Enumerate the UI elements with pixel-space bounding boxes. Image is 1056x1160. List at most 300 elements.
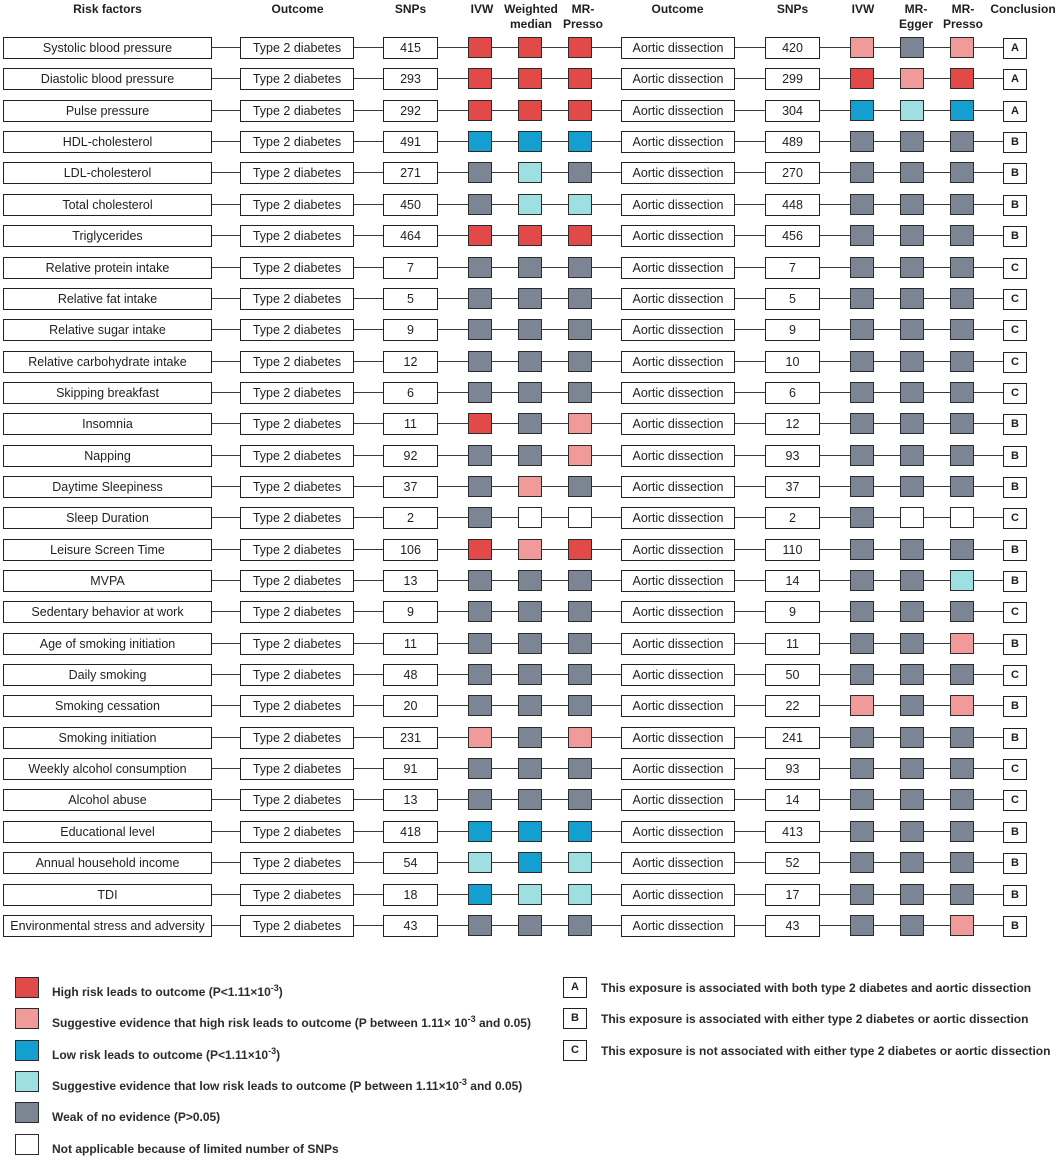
header-mr-presso-1-line1: MR- — [571, 2, 595, 16]
ivw-2-square — [850, 351, 874, 372]
weighted-median-square — [518, 225, 542, 246]
ivw-1-square — [468, 852, 492, 873]
table-row — [0, 852, 1056, 874]
snps-2-value: 14 — [765, 570, 820, 592]
outcome-2-label: Aortic dissection — [621, 131, 735, 153]
legend-label-text: Not applicable because of limited number of SNPs — [52, 1142, 339, 1156]
ivw-1-square — [468, 68, 492, 89]
mr-presso-1-square — [568, 915, 592, 936]
mr-presso-1-square — [568, 68, 592, 89]
weighted-median-square — [518, 507, 542, 528]
ivw-2-square — [850, 633, 874, 654]
mr-egger-square — [900, 319, 924, 340]
legend-label-tail: and 0.05) — [475, 1016, 531, 1030]
ivw-1-square — [468, 695, 492, 716]
conclusion-badge: B — [1003, 853, 1027, 874]
conclusion-badge: C — [1003, 352, 1027, 373]
risk-factor-label: Diastolic blood pressure — [3, 68, 212, 90]
outcome-1-label: Type 2 diabetes — [240, 476, 354, 498]
ivw-1-square — [468, 601, 492, 622]
snps-1-value: 92 — [383, 445, 438, 467]
header-mr-presso-1-line2: Presso — [562, 17, 604, 31]
header-mr-presso-2-line1: MR- — [951, 2, 975, 16]
risk-factor-label: Age of smoking initiation — [3, 633, 212, 655]
mr-egger-square — [900, 131, 924, 152]
conclusion-legend-badge: A — [563, 977, 587, 998]
ivw-1-square — [468, 319, 492, 340]
risk-factor-label: Smoking cessation — [3, 695, 212, 717]
ivw-2-square — [850, 445, 874, 466]
outcome-2-label: Aortic dissection — [621, 288, 735, 310]
snps-2-value: 304 — [765, 100, 820, 122]
snps-1-value: 91 — [383, 758, 438, 780]
mr-presso-1-square — [568, 319, 592, 340]
ivw-1-square — [468, 633, 492, 654]
mr-presso-2-square — [950, 758, 974, 779]
risk-factor-label: Annual household income — [3, 852, 212, 874]
snps-1-value: 9 — [383, 319, 438, 341]
mr-egger-square — [900, 37, 924, 58]
risk-factor-label: MVPA — [3, 570, 212, 592]
snps-2-value: 489 — [765, 131, 820, 153]
outcome-1-label: Type 2 diabetes — [240, 382, 354, 404]
mr-presso-2-square — [950, 445, 974, 466]
ivw-2-square — [850, 852, 874, 873]
snps-1-value: 11 — [383, 633, 438, 655]
outcome-1-label: Type 2 diabetes — [240, 727, 354, 749]
conclusion-badge: B — [1003, 132, 1027, 153]
mr-presso-2-square — [950, 37, 974, 58]
table-row — [0, 162, 1056, 184]
outcome-1-label: Type 2 diabetes — [240, 539, 354, 561]
snps-2-value: 110 — [765, 539, 820, 561]
table-row — [0, 570, 1056, 592]
snps-1-value: 231 — [383, 727, 438, 749]
ivw-1-square — [468, 351, 492, 372]
snps-2-value: 14 — [765, 789, 820, 811]
mr-presso-1-square — [568, 445, 592, 466]
conclusion-badge: B — [1003, 696, 1027, 717]
snps-1-value: 9 — [383, 601, 438, 623]
legend-label-text: Suggestive evidence that low risk leads to outcome (P between 1.11×10 — [52, 1079, 459, 1093]
snps-1-value: 20 — [383, 695, 438, 717]
mr-presso-1-square — [568, 664, 592, 685]
mr-egger-square — [900, 664, 924, 685]
header-ivw-2: IVW — [851, 2, 875, 16]
outcome-2-label: Aortic dissection — [621, 758, 735, 780]
weighted-median-square — [518, 68, 542, 89]
outcome-1-label: Type 2 diabetes — [240, 884, 354, 906]
weighted-median-square — [518, 351, 542, 372]
weighted-median-square — [518, 915, 542, 936]
mr-egger-square — [900, 852, 924, 873]
mr-presso-2-square — [950, 476, 974, 497]
mr-presso-1-square — [568, 884, 592, 905]
ivw-2-square — [850, 915, 874, 936]
ivw-2-square — [850, 225, 874, 246]
ivw-2-square — [850, 413, 874, 434]
conclusion-badge: B — [1003, 195, 1027, 216]
conclusion-legend-text: This exposure is associated with either type 2 diabetes or aortic dissection — [601, 1012, 1029, 1026]
outcome-2-label: Aortic dissection — [621, 68, 735, 90]
header-mr-egger — [890, 2, 942, 32]
outcome-2-label: Aortic dissection — [621, 351, 735, 373]
snps-1-value: 6 — [383, 382, 438, 404]
outcome-2-label: Aortic dissection — [621, 852, 735, 874]
snps-2-value: 11 — [765, 633, 820, 655]
outcome-2-label: Aortic dissection — [621, 507, 735, 529]
header-conclusion: Conclusion — [990, 2, 1056, 16]
mr-egger-square — [900, 476, 924, 497]
outcome-1-label: Type 2 diabetes — [240, 852, 354, 874]
conclusion-badge: C — [1003, 790, 1027, 811]
ivw-2-square — [850, 727, 874, 748]
mr-egger-square — [900, 351, 924, 372]
mr-presso-1-square — [568, 225, 592, 246]
outcome-1-label: Type 2 diabetes — [240, 601, 354, 623]
mr-egger-square — [900, 884, 924, 905]
ivw-2-square — [850, 100, 874, 121]
table-row — [0, 100, 1056, 122]
snps-1-value: 48 — [383, 664, 438, 686]
header-snps-1: SNPs — [394, 2, 427, 16]
outcome-1-label: Type 2 diabetes — [240, 162, 354, 184]
mr-presso-2-square — [950, 727, 974, 748]
mr-presso-2-square — [950, 225, 974, 246]
ivw-2-square — [850, 288, 874, 309]
snps-1-value: 2 — [383, 507, 438, 529]
snps-2-value: 9 — [765, 601, 820, 623]
conclusion-legend-text: This exposure is not associated with either type 2 diabetes or aortic dissection — [601, 1044, 1051, 1058]
mr-presso-1-square — [568, 131, 592, 152]
risk-factor-label: Napping — [3, 445, 212, 467]
outcome-2-label: Aortic dissection — [621, 884, 735, 906]
outcome-2-label: Aortic dissection — [621, 100, 735, 122]
ivw-1-square — [468, 100, 492, 121]
snps-1-value: 7 — [383, 257, 438, 279]
outcome-1-label: Type 2 diabetes — [240, 288, 354, 310]
mr-egger-square — [900, 162, 924, 183]
legend-swatch — [15, 1040, 39, 1061]
snps-1-value: 18 — [383, 884, 438, 906]
risk-factor-label: Weekly alcohol consumption — [3, 758, 212, 780]
table-row — [0, 225, 1056, 247]
mr-presso-2-square — [950, 601, 974, 622]
conclusion-badge: B — [1003, 571, 1027, 592]
mr-presso-2-square — [950, 319, 974, 340]
outcome-1-label: Type 2 diabetes — [240, 758, 354, 780]
weighted-median-square — [518, 319, 542, 340]
mr-presso-2-square — [950, 821, 974, 842]
legend-label — [52, 980, 283, 1000]
legend-label-exponent: -3 — [268, 1046, 277, 1056]
snps-2-value: 299 — [765, 68, 820, 90]
mr-presso-1-square — [568, 382, 592, 403]
table-row — [0, 633, 1056, 655]
mr-presso-2-square — [950, 68, 974, 89]
outcome-1-label: Type 2 diabetes — [240, 319, 354, 341]
ivw-1-square — [468, 257, 492, 278]
outcome-2-label: Aortic dissection — [621, 821, 735, 843]
table-row — [0, 507, 1056, 529]
mr-presso-1-square — [568, 570, 592, 591]
snps-1-value: 491 — [383, 131, 438, 153]
ivw-2-square — [850, 539, 874, 560]
risk-factor-label: Environmental stress and adversity — [3, 915, 212, 937]
outcome-2-label: Aortic dissection — [621, 225, 735, 247]
mr-presso-1-square — [568, 37, 592, 58]
mr-egger-square — [900, 695, 924, 716]
legend-swatch — [15, 1102, 39, 1123]
outcome-1-label: Type 2 diabetes — [240, 915, 354, 937]
conclusion-badge: C — [1003, 320, 1027, 341]
legend-label — [52, 1137, 339, 1157]
weighted-median-square — [518, 664, 542, 685]
outcome-2-label: Aortic dissection — [621, 664, 735, 686]
ivw-1-square — [468, 288, 492, 309]
mr-egger-square — [900, 915, 924, 936]
legend-label — [52, 1105, 220, 1125]
conclusion-badge: B — [1003, 163, 1027, 184]
table-row — [0, 257, 1056, 279]
mr-presso-1-square — [568, 601, 592, 622]
table-row — [0, 131, 1056, 153]
mr-presso-1-square — [568, 257, 592, 278]
conclusion-badge: C — [1003, 759, 1027, 780]
ivw-1-square — [468, 664, 492, 685]
snps-2-value: 50 — [765, 664, 820, 686]
ivw-2-square — [850, 162, 874, 183]
snps-2-value: 93 — [765, 758, 820, 780]
table-row — [0, 539, 1056, 561]
outcome-2-label: Aortic dissection — [621, 194, 735, 216]
mr-egger-square — [900, 413, 924, 434]
ivw-2-square — [850, 601, 874, 622]
mr-egger-square — [900, 727, 924, 748]
legend-label-tail: and 0.05) — [466, 1079, 523, 1093]
risk-factor-label: Insomnia — [3, 413, 212, 435]
ivw-1-square — [468, 37, 492, 58]
ivw-2-square — [850, 821, 874, 842]
ivw-2-square — [850, 507, 874, 528]
weighted-median-square — [518, 633, 542, 654]
mr-presso-2-square — [950, 162, 974, 183]
mr-presso-1-square — [568, 695, 592, 716]
ivw-2-square — [850, 68, 874, 89]
table-row — [0, 664, 1056, 686]
risk-factor-label: Smoking initiation — [3, 727, 212, 749]
snps-2-value: 22 — [765, 695, 820, 717]
ivw-1-square — [468, 727, 492, 748]
mr-egger-square — [900, 758, 924, 779]
conclusion-badge: A — [1003, 38, 1027, 59]
mr-presso-1-square — [568, 100, 592, 121]
mr-egger-square — [900, 539, 924, 560]
snps-1-value: 464 — [383, 225, 438, 247]
ivw-2-square — [850, 789, 874, 810]
outcome-1-label: Type 2 diabetes — [240, 131, 354, 153]
risk-factor-label: Relative fat intake — [3, 288, 212, 310]
snps-2-value: 241 — [765, 727, 820, 749]
ivw-2-square — [850, 664, 874, 685]
legend-label-text: Suggestive evidence that high risk leads to outcome (P between 1.11× 10 — [52, 1016, 468, 1030]
mr-egger-square — [900, 100, 924, 121]
snps-2-value: 7 — [765, 257, 820, 279]
ivw-1-square — [468, 915, 492, 936]
conclusion-badge: A — [1003, 69, 1027, 90]
ivw-1-square — [468, 162, 492, 183]
ivw-2-square — [850, 257, 874, 278]
ivw-1-square — [468, 382, 492, 403]
header-outcome-1: Outcome — [271, 2, 324, 16]
risk-factor-label: Pulse pressure — [3, 100, 212, 122]
risk-factor-label: TDI — [3, 884, 212, 906]
conclusion-badge: C — [1003, 665, 1027, 686]
snps-1-value: 54 — [383, 852, 438, 874]
ivw-2-square — [850, 758, 874, 779]
risk-factor-label: Educational level — [3, 821, 212, 843]
snps-2-value: 270 — [765, 162, 820, 184]
outcome-2-label: Aortic dissection — [621, 695, 735, 717]
legend-label — [52, 1074, 522, 1094]
outcome-2-label: Aortic dissection — [621, 633, 735, 655]
table-row — [0, 68, 1056, 90]
outcome-2-label: Aortic dissection — [621, 727, 735, 749]
snps-2-value: 5 — [765, 288, 820, 310]
conclusion-badge: B — [1003, 916, 1027, 937]
risk-factor-label: Leisure Screen Time — [3, 539, 212, 561]
outcome-2-label: Aortic dissection — [621, 789, 735, 811]
weighted-median-square — [518, 131, 542, 152]
ivw-2-square — [850, 884, 874, 905]
mr-egger-square — [900, 68, 924, 89]
table-row — [0, 727, 1056, 749]
snps-1-value: 12 — [383, 351, 438, 373]
conclusion-badge: B — [1003, 226, 1027, 247]
legend-swatch — [15, 1008, 39, 1029]
weighted-median-square — [518, 162, 542, 183]
snps-1-value: 5 — [383, 288, 438, 310]
risk-factor-label: Alcohol abuse — [3, 789, 212, 811]
weighted-median-square — [518, 100, 542, 121]
snps-2-value: 12 — [765, 413, 820, 435]
snps-2-value: 456 — [765, 225, 820, 247]
snps-2-value: 6 — [765, 382, 820, 404]
ivw-1-square — [468, 413, 492, 434]
weighted-median-square — [518, 852, 542, 873]
outcome-2-label: Aortic dissection — [621, 413, 735, 435]
legend-label-text: Weak of no evidence (P>0.05) — [52, 1110, 221, 1124]
outcome-1-label: Type 2 diabetes — [240, 194, 354, 216]
legend-label — [52, 1043, 280, 1063]
outcome-1-label: Type 2 diabetes — [240, 351, 354, 373]
mr-presso-2-square — [950, 413, 974, 434]
outcome-2-label: Aortic dissection — [621, 382, 735, 404]
conclusion-badge: B — [1003, 477, 1027, 498]
header-weighted-median — [500, 2, 562, 32]
snps-1-value: 106 — [383, 539, 438, 561]
snps-2-value: 10 — [765, 351, 820, 373]
outcome-1-label: Type 2 diabetes — [240, 664, 354, 686]
conclusion-badge: B — [1003, 540, 1027, 561]
snps-1-value: 43 — [383, 915, 438, 937]
mr-egger-square — [900, 194, 924, 215]
mr-presso-2-square — [950, 633, 974, 654]
mr-presso-1-square — [568, 758, 592, 779]
risk-factor-label: Relative protein intake — [3, 257, 212, 279]
mr-presso-1-square — [568, 539, 592, 560]
risk-factor-label: Relative carbohydrate intake — [3, 351, 212, 373]
mr-presso-1-square — [568, 507, 592, 528]
mr-presso-2-square — [950, 131, 974, 152]
outcome-1-label: Type 2 diabetes — [240, 695, 354, 717]
header-ivw-1: IVW — [470, 2, 494, 16]
table-row — [0, 413, 1056, 435]
ivw-1-square — [468, 225, 492, 246]
legend-label-exponent: -3 — [458, 1077, 467, 1087]
snps-2-value: 2 — [765, 507, 820, 529]
risk-factor-label: Sleep Duration — [3, 507, 212, 529]
ivw-2-square — [850, 37, 874, 58]
mr-presso-2-square — [950, 884, 974, 905]
risk-factor-label: Relative sugar intake — [3, 319, 212, 341]
table-row — [0, 758, 1056, 780]
ivw-1-square — [468, 131, 492, 152]
table-row — [0, 601, 1056, 623]
snps-2-value: 420 — [765, 37, 820, 59]
ivw-2-square — [850, 131, 874, 152]
conclusion-badge: B — [1003, 822, 1027, 843]
risk-factor-label: Daytime Sleepiness — [3, 476, 212, 498]
outcome-1-label: Type 2 diabetes — [240, 100, 354, 122]
mr-egger-square — [900, 821, 924, 842]
mr-presso-1-square — [568, 351, 592, 372]
legend-swatch — [15, 1071, 39, 1092]
weighted-median-square — [518, 727, 542, 748]
mr-presso-2-square — [950, 915, 974, 936]
table-row — [0, 382, 1056, 404]
weighted-median-square — [518, 539, 542, 560]
outcome-1-label: Type 2 diabetes — [240, 570, 354, 592]
mr-presso-2-square — [950, 257, 974, 278]
ivw-1-square — [468, 445, 492, 466]
table-row — [0, 821, 1056, 843]
snps-2-value: 37 — [765, 476, 820, 498]
mr-presso-2-square — [950, 288, 974, 309]
conclusion-badge: B — [1003, 446, 1027, 467]
snps-1-value: 293 — [383, 68, 438, 90]
conclusion-badge: B — [1003, 728, 1027, 749]
snps-2-value: 93 — [765, 445, 820, 467]
snps-2-value: 43 — [765, 915, 820, 937]
table-row — [0, 476, 1056, 498]
snps-1-value: 418 — [383, 821, 438, 843]
weighted-median-square — [518, 758, 542, 779]
mr-presso-2-square — [950, 382, 974, 403]
mr-egger-square — [900, 382, 924, 403]
legend-label-tail: ) — [276, 1048, 281, 1062]
ivw-1-square — [468, 194, 492, 215]
outcome-2-label: Aortic dissection — [621, 915, 735, 937]
header-mr-egger-line2: Egger — [898, 17, 933, 31]
snps-1-value: 13 — [383, 570, 438, 592]
snps-1-value: 271 — [383, 162, 438, 184]
legend-swatch — [15, 1134, 39, 1155]
weighted-median-square — [518, 476, 542, 497]
conclusion-badge: A — [1003, 101, 1027, 122]
risk-factor-label: Daily smoking — [3, 664, 212, 686]
header-snps-2: SNPs — [776, 2, 809, 16]
